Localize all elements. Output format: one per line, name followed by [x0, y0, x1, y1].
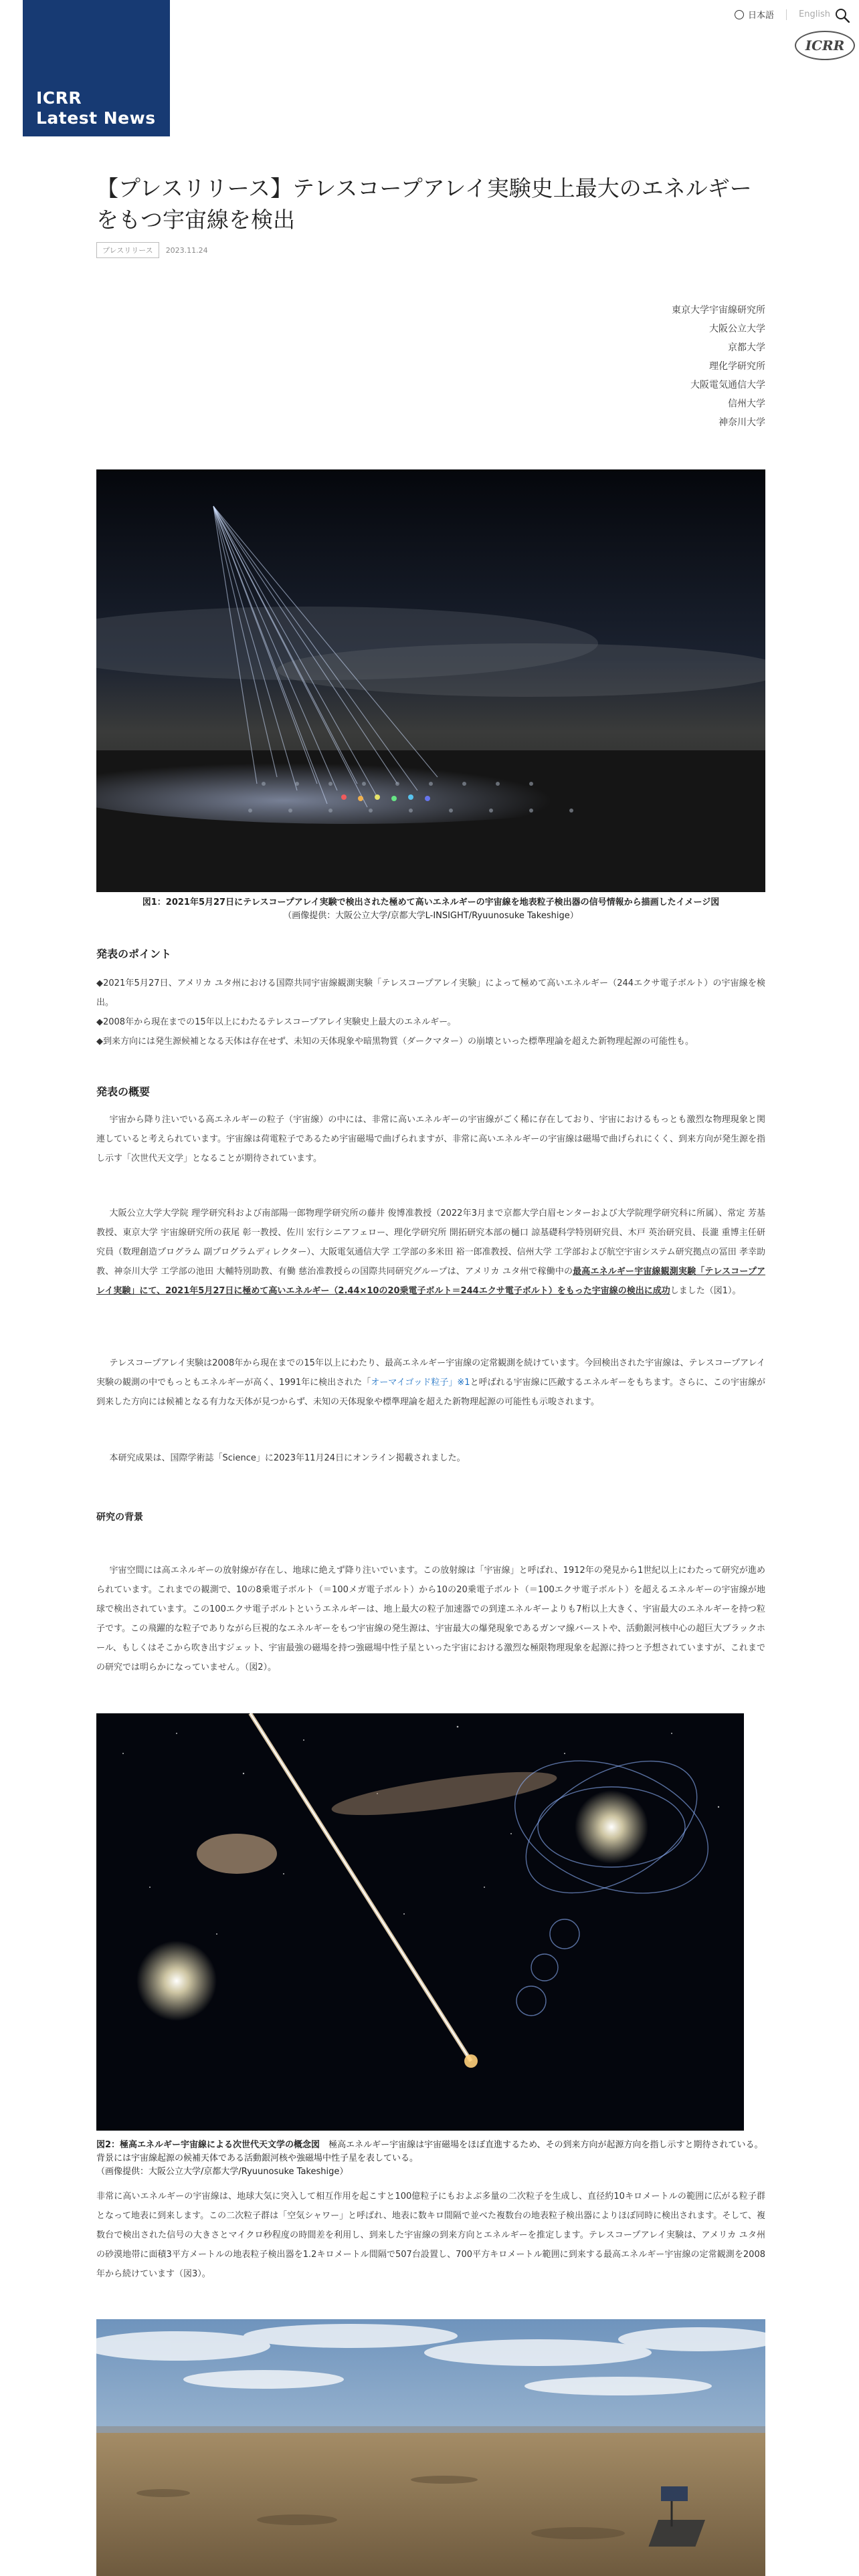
figure2-caption-title: 図2：極高エネルギー宇宙線による次世代天文学の概念図: [96, 2140, 320, 2150]
organization-list: [672, 301, 765, 432]
detection-text: 非常に高いエネルギーの宇宙線は、地球大気に突入して相互作用を起こすと100億粒子にもおよぶ多量の二次粒子を生成し、直径約10キロメートルの範囲に広がる粒子群となって地表に到来します。この二次粒子群は「空気シャワー」と呼ばれ、地表に数キロ間隔で並べた複数台の地表粒子検出器によりほぼ同時に検出されます。そして、複数台で検出された信号の大きさとマイクロ秒程度の時間差を利用し、到来した宇宙線の到来方向とエネルギーを推定します。テレスコープアレイ実験は、アメリカ ユタ州の砂漠地帯に面積3平方メートルの地表粒子検出器を1.2キロメートル間隔で507台設置し、700平方キロメートル範囲に到来する最高エネルギー宇宙線の定常観測を2008年から続けています（図3）。: [96, 2191, 765, 2279]
site-logo[interactable]: [23, 0, 170, 136]
points-list: [96, 974, 765, 1051]
summary-paragraph-3: [96, 1354, 765, 1412]
org-item: 大阪電気通信大学: [690, 380, 765, 391]
org-item: 理化学研究所: [709, 361, 765, 372]
point-item: ◆2021年5月27日、アメリカ ユタ州における国際共同宇宙線観測実験「テレスコープアレイ実験」によって極めて高いエネルギー（244エクサ電子ボルト）の宇宙線を検出。: [96, 978, 765, 1008]
icrr-mark-logo[interactable]: [795, 31, 855, 60]
org-item: 大阪公立大学: [709, 324, 765, 334]
omg-particle-link[interactable]: オーマイゴッド粒子」※1: [371, 1378, 470, 1388]
org-item: 東京大学宇宙線研究所: [672, 305, 765, 316]
language-switcher: [735, 8, 830, 21]
org-item: 京都大学: [728, 342, 765, 353]
figure2-credit: （画像提供：大阪公立大学/京都大学/Ryuunosuke Takeshige）: [96, 2167, 349, 2177]
figure2-caption: [96, 2139, 765, 2179]
org-item: 神奈川大学: [719, 417, 765, 428]
article-date: 2023.11.24: [165, 245, 208, 255]
summary-text-3: [96, 1354, 765, 1412]
background-paragraph: [96, 1561, 765, 1677]
logo-line1: ICRR: [36, 88, 82, 108]
summary-paragraph-2: [96, 1204, 765, 1301]
summary-heading: 発表の概要: [96, 1085, 151, 1098]
figure2-caption-text: [96, 2139, 765, 2165]
summary-text-3a: テレスコープアレイ実験は2008年から現在までの15年以上にわたり、最高エネルギー宇宙線の定常観測を続けています。今回検出された宇宙線は、テレスコープアレイ実験の観測の中でもっともエネルギーが高く、1991年に検出された「: [96, 1358, 765, 1388]
summary-text-1: 宇宙から降り注いでいる高エネルギーの粒子（宇宙線）の中には、非常に高いエネルギーの宇宙線がごく稀に存在しており、宇宙におけるもっとも激烈な物理現象と関連していると考えられています。宇宙線は荷電粒子であるため宇宙磁場で曲げられますが、非常に高いエネルギーの宇宙線は磁場で曲げられにくく、到来方向が発生源を指し示す「次世代天文学」となることが期待されています。: [96, 1115, 765, 1164]
lang-en-link[interactable]: English: [799, 9, 830, 19]
summary-text-2c: しました（図1）。: [670, 1286, 741, 1296]
org-item: 信州大学: [728, 399, 765, 409]
article-meta: [96, 242, 208, 258]
article-title: 【プレスリリース】テレスコープアレイ実験史上最大のエネルギーをもつ宇宙線を検出: [96, 175, 752, 233]
summary-text-4: 本研究成果は、国際学術誌「Science」に2023年11月24日にオンライン掲載されました。: [109, 1453, 466, 1463]
summary-highlight: 最高エネルギー宇宙線観測実験「テレスコープアレイ実験」にて、2021年5月27日に極めて高いエネルギー（2.44×10の20乗電子ボルト＝244エクサ電子ボルト）をもった宇宙線の検出に成功: [96, 1267, 765, 1296]
lang-divider: [786, 9, 787, 20]
detection-paragraph: [96, 2187, 765, 2284]
point-item: ◆到来方向には発生源候補となる天体は存在せず、未知の天体現象や暗黒物質（ダークマター）の崩壊といった標準理論を超えた新物理起源の可能性も。: [96, 1037, 694, 1047]
search-icon[interactable]: [835, 8, 850, 23]
lang-ja-link[interactable]: 日本語: [748, 11, 775, 21]
icrr-mark-text: ICRR: [805, 37, 845, 53]
summary-paragraph-1: [96, 1110, 765, 1168]
background-heading: 研究の背景: [96, 1512, 143, 1523]
globe-icon: [735, 10, 744, 19]
logo-line2: Latest News: [36, 108, 156, 128]
figure2-caption-body: 極高エネルギー宇宙線は宇宙磁場をほぼ直進するため、その到来方向が起源方向を指し示すと期待されている。背景には宇宙線起源の候補天体である活動銀河核や強磁場中性子星を表している。: [96, 2140, 763, 2163]
category-tag[interactable]: プレスリリース: [96, 242, 159, 258]
figure2-image: [96, 1713, 744, 2131]
summary-text-2a: 大阪公立大学大学院 理学研究科および南部陽一郎物理学研究所の藤井 俊博准教授（2022年3月まで京都大学白眉センターおよび大学院理学研究科に所属）、常定 芳基教授、東京大学 宇宙線研究所の荻尾 彰一教授、佐川 宏行シニアフェロー、理化学研究所 開拓研究本部の樋口 諒基礎科学特別研究員、木戸 英治研究員、長瀧 重博主任研究員（数理創造プログラム 副プログラムディレクター）、大阪電気通信大学 工学部の多米田 裕一郎准教授、信州大学 工学部および航空宇宙システム研究拠点の冨田 孝幸助教、神奈川大学 工学部の池田 大輔特別助教、有働 慈治准教授らの国際共同研究グループは、アメリカ ユタ州で稼働中の: [96, 1208, 765, 1277]
summary-paragraph-4: [96, 1448, 765, 1468]
background-text: 宇宙空間には高エネルギーの放射線が存在し、地球に絶えず降り注いでいます。この放射線は「宇宙線」と呼ばれ、1912年の発見から1世紀以上にわたって研究が進められています。これまでの観測で、10の8乗電子ボルト（＝100メガ電子ボルト）から10の20乗電子ボルト（＝100エクサ電子ボルト）を超えるエネルギーの宇宙線が地球で検出されています。この100エクサ電子ボルトというエネルギーは、地上最大の粒子加速器での到達エネルギーよりも7桁以上大きく、宇宙最大のエネルギーを持つ粒子です。この飛躍的な粒子でありながら巨視的なエネルギーをもつ宇宙線の発生源は、宇宙最大の爆発現象であるガンマ線バーストや、活動銀河核中心の超巨大ブラックホール、もしくはそこから吹き出すジェット、宇宙最強の磁場を持つ強磁場中性子星といった宇宙における激烈な極限物理現象を起源に持つと予想されていますが、これまでの研究では明らかになっていません。（図2）。: [96, 1566, 765, 1673]
figure1-credit: （画像提供：大阪公立大学/京都大学L-INSIGHT/Ryuunosuke Takeshige）: [283, 911, 579, 921]
figure3-image: [96, 2319, 765, 2576]
point-item: ◆2008年から現在までの15年以上にわたるテレスコープアレイ実験史上最大のエネルギー。: [96, 1017, 456, 1027]
summary-text-2: [96, 1204, 765, 1301]
figure1-caption-title: 図1：2021年5月27日にテレスコープアレイ実験で検出された極めて高いエネルギーの宇宙線を地表粒子検出器の信号情報から描画したイメージ図: [142, 897, 720, 907]
points-heading: 発表のポイント: [96, 948, 172, 960]
summary-text-3b: と呼ばれる宇宙線に匹敵するエネルギーをもちます。さらに、この宇宙線が到来した方向には候補となる有力な天体が見つからず、未知の天体現象や標準理論を超えた新物理起源の可能性も示唆されます。: [96, 1378, 766, 1407]
figure1-image: [96, 469, 765, 892]
figure1-caption: [96, 896, 765, 923]
